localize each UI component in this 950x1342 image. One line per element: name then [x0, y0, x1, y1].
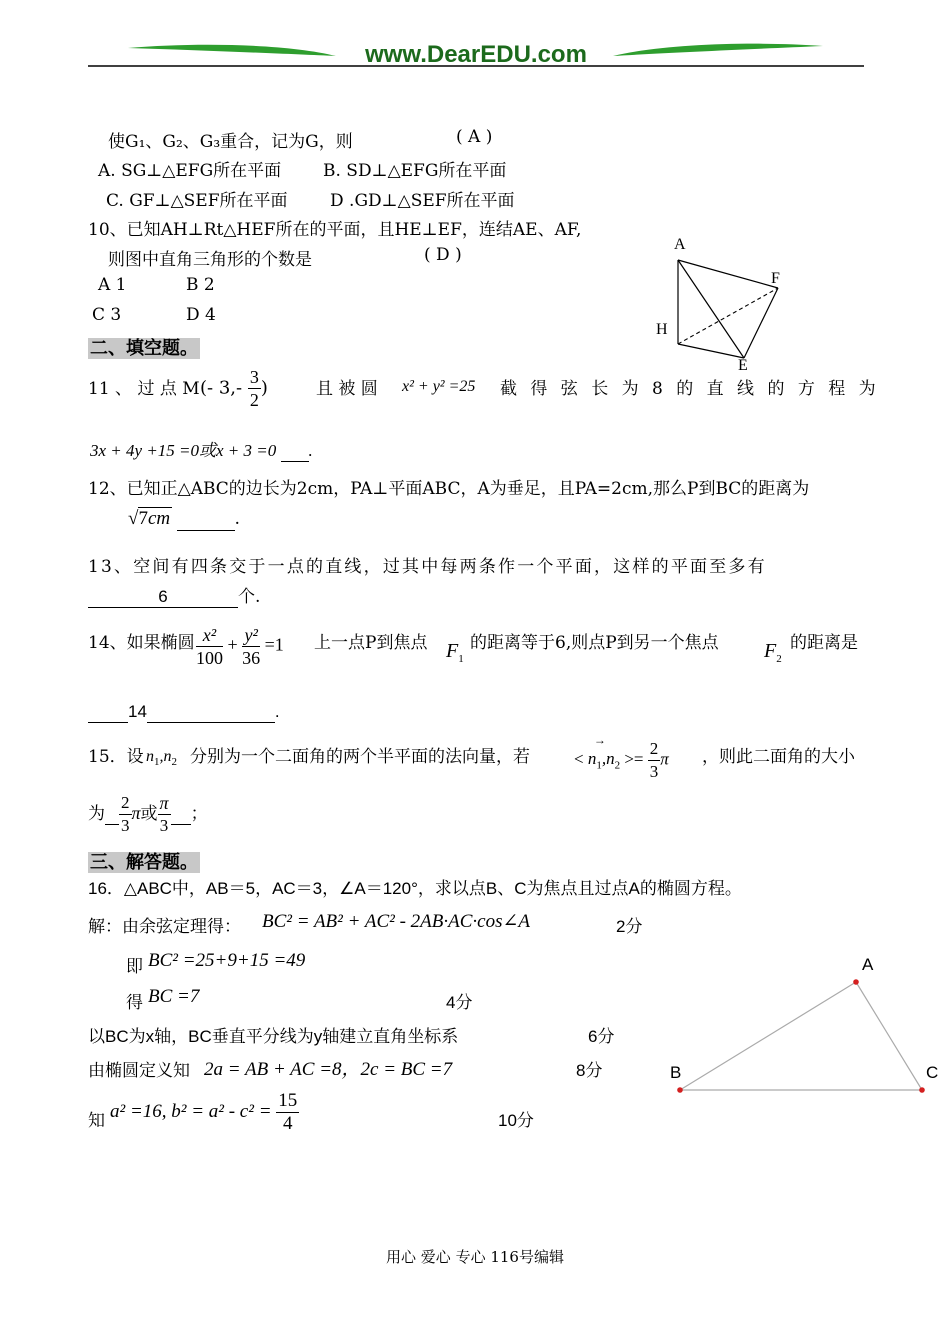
- q11-post: 截 得 弦 长 为 8 的 直 线 的 方 程 为: [500, 379, 876, 399]
- label-a: A: [674, 236, 686, 253]
- q15-answer-pre: 为: [88, 804, 105, 824]
- edge-af: [678, 260, 778, 288]
- label-c: C: [926, 1063, 939, 1082]
- q16-step4-score: 6分: [588, 1027, 615, 1046]
- q11-mid: 且 被 圆: [316, 379, 378, 399]
- q16-figure: [660, 948, 950, 1108]
- edge-ba: [680, 982, 856, 1090]
- q12-text: 12、已知正△ABC的边长为2cm，PA⊥平面ABC，A为垂足，且PA=2cm,那么P到BC的距离为: [88, 479, 810, 499]
- label-b: B: [670, 1063, 682, 1082]
- q15-answer-line: 为 $\frac{2}{3}$ π或 $\frac{\pi}{3}$ ；: [88, 793, 208, 835]
- q12-unit: cm: [147, 508, 171, 529]
- label-a: A: [862, 955, 874, 974]
- section3-title: [88, 848, 200, 874]
- q9-intro: [108, 127, 353, 152]
- q9-intro-text: 使G₁、G₂、G₃重合，记为G，则: [108, 132, 353, 152]
- q16-step6-frac: $\frac{15}{4}$: [278, 1090, 298, 1134]
- q9-option-a: A. SG⊥△EFG所在平面: [98, 161, 282, 181]
- label-e: E: [738, 357, 748, 372]
- q11-point: [200, 366, 268, 411]
- q10-option-a: A 1: [98, 275, 127, 295]
- q16-step1-label: 解：由余弦定理得：: [88, 917, 241, 937]
- q10-line2: 则图中直角三角形的个数是: [108, 250, 312, 270]
- q14-ellipse-eq: $\frac{\text{x²}}{100}$ + $\frac{\text{y²}}{36}$ =1: [196, 625, 284, 668]
- q15-angle: < → $n_1,n_2$ >= $\frac{2}{3}$ π: [574, 733, 669, 781]
- q13-answer: 6: [88, 587, 238, 608]
- edge-hf-dashed: [678, 288, 778, 344]
- q15-post: ，则此二面角的大小: [702, 747, 855, 767]
- q9-answer: ( A ): [456, 127, 493, 147]
- q11-answer: [90, 436, 313, 462]
- q16-step1-score: 2分: [616, 917, 643, 936]
- q11-point-open: (- 3,-: [200, 377, 243, 399]
- q12-blank: [177, 508, 235, 531]
- q11-point-frac: $\frac{3}{2}$: [249, 367, 259, 410]
- q16-step3-label: 得: [126, 993, 143, 1013]
- q9-option-b: B. SD⊥△EFG所在平面: [323, 161, 507, 181]
- q14-focus2: $F_2$: [764, 640, 782, 665]
- q11-pre: 11 、 过 点 M: [88, 379, 200, 399]
- q10-option-d: D 4: [186, 305, 216, 325]
- q12-answer: [128, 508, 240, 531]
- label-f: F: [771, 270, 780, 287]
- q16-step5-math: 2a = AB + AC =8，2c = BC =7: [204, 1059, 453, 1080]
- q15-vectors: $n_1,n_2$: [146, 748, 177, 769]
- q11-tail: .: [308, 441, 313, 460]
- q12-tail: .: [234, 508, 240, 529]
- edge-ac: [856, 982, 922, 1090]
- q14-pre: 14、如果椭圆: [88, 633, 195, 653]
- label-h: H: [656, 321, 668, 338]
- footer-text: 用心 爱心 专心 116号编辑: [386, 1248, 564, 1266]
- q15-frac: $\frac{2}{3}$: [649, 739, 659, 781]
- q16-step6-score: 10分: [498, 1111, 534, 1130]
- q10-figure: [650, 232, 790, 372]
- vertex-b: [677, 1087, 683, 1093]
- q11-answer-blank: [281, 441, 309, 462]
- q14-eq: =1: [264, 634, 284, 655]
- q16-step1-math: BC² = AB² + AC² - 2AB·AC·cos∠A: [262, 911, 530, 932]
- q15-answer1-frac: $\frac{2}{3}$: [121, 793, 130, 835]
- q14-post: 的距离是: [790, 633, 858, 653]
- section2-title-text: 二、填空题。: [90, 338, 198, 359]
- q11-answer-text: 3x + 4y +15 =0或x + 3 =0: [90, 441, 277, 460]
- section3-title-text: 三、解答题。: [90, 852, 198, 873]
- vertex-c: [919, 1087, 925, 1093]
- q14-frac-y: $\frac{\text{y²}}{36}$: [242, 625, 261, 668]
- header-banner: [88, 36, 864, 70]
- header-site: www.DearEDU.com: [365, 41, 587, 68]
- q14-answer-line: [88, 702, 280, 723]
- q16-step5-score: 8分: [576, 1061, 603, 1080]
- vector-arrow-icon: →: [593, 733, 606, 748]
- q16-step3-math: BC =7: [148, 986, 200, 1007]
- q16-step3-score: 4分: [446, 993, 473, 1012]
- q9-option-d: D .GD⊥△SEF所在平面: [330, 191, 515, 211]
- q14-tail: .: [274, 702, 280, 721]
- q16-step6-math: a² =16, b² = a² - c² = $\frac{15}{4}$: [110, 1090, 298, 1134]
- sqrt-icon: √: [128, 508, 139, 529]
- q14-frac-x: $\frac{\text{x²}}{100}$: [196, 625, 223, 668]
- q15-pre: 15．设: [88, 747, 144, 767]
- q10-answer: ( D ): [424, 245, 462, 265]
- q16-step4: 以BC为x轴，BC垂直平分线为y轴建立直角坐标系: [88, 1027, 459, 1046]
- q13-answer-line: [88, 582, 260, 608]
- vertex-a: [853, 979, 859, 985]
- q10-option-b: B 2: [186, 275, 215, 295]
- q11-circle: x² + y² =25: [402, 378, 476, 395]
- header-left-swoosh: [128, 45, 336, 56]
- edge-ef: [744, 288, 778, 358]
- q10-option-c: C 3: [92, 305, 122, 325]
- q16-step2-label: 即: [126, 957, 143, 977]
- q14-mid2: 的距离等于6,则点P到另一个焦点: [470, 633, 719, 653]
- q12-radicand: 7: [138, 508, 148, 529]
- edge-ae: [678, 260, 744, 358]
- q14-answer: 14: [128, 702, 147, 721]
- q13-tail: 个.: [238, 587, 261, 607]
- header-right-swoosh: [613, 44, 823, 56]
- q15-answer2-frac: $\frac{\pi}{3}$: [159, 793, 169, 835]
- q15-answer-or: 或: [140, 804, 158, 824]
- q14-focus1: $F_1$: [446, 640, 464, 665]
- q13-text: 13、空间有四条交于一点的直线，过其中每两条作一个平面，这样的平面至多有: [88, 557, 767, 577]
- q9-option-c: C. GF⊥△SEF所在平面: [106, 191, 288, 211]
- footer: [0, 1246, 950, 1267]
- edge-he: [678, 344, 744, 358]
- q11-point-close: ): [260, 377, 268, 399]
- q15-mid: 分别为一个二面角的两个半平面的法向量，若: [190, 747, 530, 767]
- q16-text: 16．△ABC中，AB＝5，AC＝3，∠A＝120°，求以点B、C为焦点且过点A的椭圆方程。: [88, 879, 742, 898]
- section2-title: [88, 334, 200, 360]
- q16-step2-math: BC² =25+9+15 =49: [148, 950, 306, 971]
- q10-line1: 10、已知AH⊥Rt△HEF所在的平面，且HE⊥EF，连结AE、AF,: [88, 220, 582, 240]
- q16-step6-label: 知: [88, 1111, 105, 1131]
- q16-step5-label: 由椭圆定义知: [88, 1061, 190, 1081]
- q14-mid1: 上一点P到焦点: [314, 633, 428, 653]
- q15-tail: ；: [190, 804, 208, 824]
